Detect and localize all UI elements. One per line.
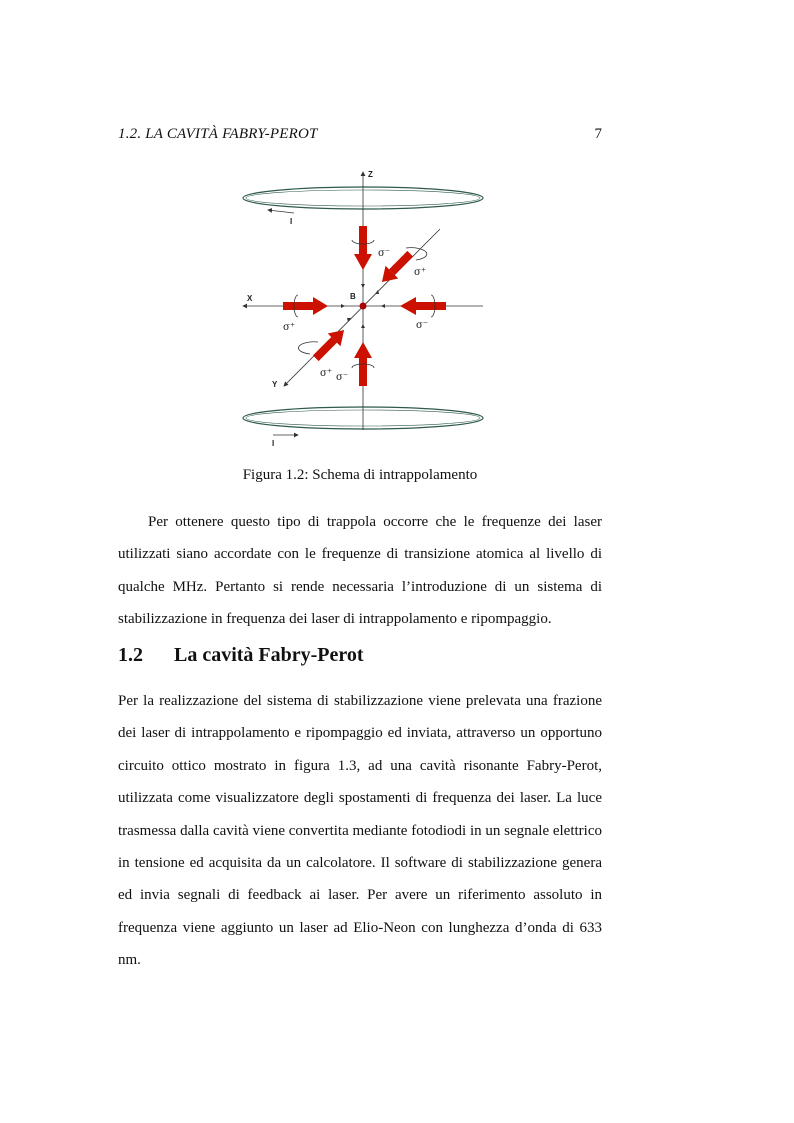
- section-heading: [118, 644, 602, 667]
- sigma-label-left: σ⁺: [283, 322, 296, 333]
- current-bottom-label: I: [272, 439, 275, 448]
- beam-diag-bottom: [309, 324, 350, 365]
- sigma-label-top: σ⁻: [378, 248, 391, 259]
- section-number: 1.2: [118, 644, 143, 666]
- sigma-label-diag-top: σ⁺: [414, 267, 427, 278]
- page-number: 7: [594, 126, 602, 142]
- trapping-scheme-diagram: [228, 162, 498, 452]
- paragraph-stabilization-intro: Per ottenere questo tipo di trappola occorre che le frequenze dei laser utilizzati siano accordate con le frequenze di transizione atomica al livello di qualche MHz. Pertanto si rende necessaria l’introduzione di un sistema di stabilizzazione in frequenza dei laser di intrappolamento e ripompaggio.: [118, 514, 602, 628]
- paragraph-fabry-perot: Per la realizzazione del sistema di stabilizzazione viene prelevata una frazione dei laser di intrappolamento e ripompaggio ed inviata, attraverso un opportuno circuito ottico mostrato in figura 1.3, ad una cavità risonante Fabry-Perot, utilizzata come visualizzatore degli spostamenti di frequenza dei laser. La luce trasmessa dalla cavità viene convertita mediante fotodiodi in un segnale elettrico in tensione ed acquisita da un calcolatore. Il software di stabilizzazione genera ed invia segnali di feedback ai laser. Per avere un riferimento assoluto in frequenza viene aggiunto un laser ad Elio-Neon con lunghezza d’onda di 633 nm.: [118, 693, 602, 969]
- trap-center: [360, 303, 367, 310]
- running-header: [118, 126, 602, 148]
- figure-caption: Figura 1.2: Schema di intrappolamento: [242, 467, 478, 483]
- current-top-label: I: [290, 217, 293, 226]
- magnetic-field-label: B: [350, 292, 356, 301]
- sigma-label-diag-bottom: σ⁺: [320, 368, 333, 379]
- sigma-label-bottom: σ⁻: [336, 372, 349, 383]
- z-axis-label: Z: [368, 170, 373, 179]
- trapping-scheme-figure: [228, 162, 498, 452]
- sigma-label-right: σ⁻: [416, 320, 429, 331]
- running-header-title: 1.2. LA CAVITÀ FABRY-PEROT: [118, 126, 318, 142]
- beam-top: [354, 226, 372, 270]
- beam-right: [400, 297, 446, 315]
- section-title: La cavità Fabry-Perot: [174, 644, 364, 666]
- x-axis-label: X: [247, 294, 253, 303]
- beam-left: [283, 297, 328, 315]
- y-axis-label: Y: [272, 380, 278, 389]
- current-top-arrow: [268, 210, 294, 213]
